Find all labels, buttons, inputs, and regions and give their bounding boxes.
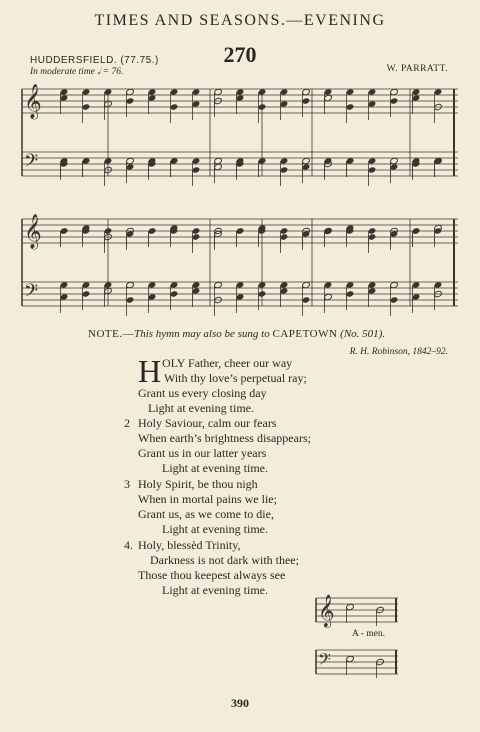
clef-symbol: 𝄢 bbox=[24, 151, 39, 176]
note-head bbox=[346, 88, 355, 95]
note-head bbox=[236, 88, 245, 95]
note-head bbox=[368, 88, 377, 95]
page-number: 390 bbox=[231, 696, 249, 710]
note-head bbox=[60, 88, 69, 95]
tempo-marking: In moderate time 𝅗𝅥 = 76. bbox=[30, 67, 124, 77]
verse-number: 3 bbox=[124, 477, 130, 491]
note-head bbox=[434, 281, 443, 288]
verse-1 bbox=[138, 353, 307, 416]
note-head bbox=[302, 281, 311, 288]
note-head bbox=[214, 157, 223, 164]
note-head bbox=[280, 281, 289, 288]
verse-line: Grant us, as we come to die, bbox=[138, 507, 274, 521]
note-head bbox=[302, 88, 311, 95]
note-head bbox=[126, 157, 135, 164]
note-head bbox=[368, 100, 377, 107]
verse-line: Grant us every closing day bbox=[138, 386, 267, 400]
note-head bbox=[346, 655, 355, 662]
note-head bbox=[280, 157, 289, 164]
note-head bbox=[170, 88, 179, 95]
note-head bbox=[126, 163, 135, 170]
verse-line: Darkness is not dark with thee; bbox=[150, 553, 299, 567]
note-head bbox=[280, 88, 289, 95]
note-head bbox=[280, 287, 289, 294]
verse-line: OLY Father, cheer our way bbox=[162, 356, 293, 370]
verse-line: Those thou keepest always see bbox=[138, 568, 286, 582]
note-head bbox=[192, 157, 201, 164]
note-head bbox=[236, 227, 245, 234]
note-head bbox=[82, 103, 91, 110]
note-head bbox=[60, 227, 69, 234]
note-head bbox=[236, 94, 245, 101]
note-head bbox=[346, 157, 355, 164]
note-head bbox=[236, 293, 245, 300]
note-head bbox=[192, 100, 201, 107]
note-head bbox=[412, 94, 421, 101]
note-head bbox=[170, 290, 179, 297]
note-head bbox=[148, 227, 157, 234]
note-head bbox=[214, 88, 223, 95]
note-head bbox=[368, 157, 377, 164]
note-head bbox=[368, 287, 377, 294]
note-head bbox=[214, 281, 223, 288]
note-head bbox=[302, 163, 311, 170]
note-head bbox=[346, 281, 355, 288]
note-head bbox=[280, 100, 289, 107]
note-head bbox=[368, 166, 377, 173]
note-head bbox=[192, 281, 201, 288]
verse-line: Light at evening time. bbox=[162, 583, 268, 597]
hymn-number: 270 bbox=[223, 42, 257, 67]
note-head bbox=[60, 94, 69, 101]
note-head bbox=[126, 296, 135, 303]
composer-name: W. PARRATT. bbox=[386, 64, 448, 74]
verse-2 bbox=[124, 416, 311, 476]
verse-line: When in mortal pains we lie; bbox=[138, 492, 277, 506]
note-head bbox=[390, 157, 399, 164]
note-head bbox=[280, 166, 289, 173]
note-head bbox=[126, 97, 135, 104]
note-head bbox=[324, 88, 333, 95]
note-head bbox=[170, 157, 179, 164]
hymn-author: R. H. Robinson, 1842–92. bbox=[349, 347, 448, 357]
verse-line: Light at evening time. bbox=[162, 522, 268, 536]
note-head bbox=[192, 166, 201, 173]
note-head bbox=[324, 281, 333, 288]
verse-line: With thy love’s perpetual ray; bbox=[164, 371, 307, 385]
verse-line: Holy, blessèd Trinity, bbox=[138, 538, 241, 552]
note-head bbox=[192, 227, 201, 234]
note-head bbox=[214, 163, 223, 170]
note-head bbox=[236, 281, 245, 288]
note-head bbox=[192, 88, 201, 95]
note-head bbox=[412, 88, 421, 95]
note-head bbox=[60, 281, 69, 288]
note-head bbox=[170, 103, 179, 110]
verse-line: Holy Saviour, calm our fears bbox=[138, 416, 277, 430]
note-head bbox=[302, 97, 311, 104]
note-head bbox=[390, 88, 399, 95]
clef-symbol: 𝄞 bbox=[24, 84, 42, 119]
note-head bbox=[324, 94, 333, 101]
note-head bbox=[390, 97, 399, 104]
verse-4 bbox=[124, 538, 299, 598]
note-head bbox=[82, 290, 91, 297]
verse-line: Light at evening time. bbox=[148, 401, 254, 415]
note-head bbox=[148, 88, 157, 95]
note-head bbox=[346, 603, 355, 610]
note-head bbox=[126, 281, 135, 288]
note-head bbox=[412, 227, 421, 234]
verse-line: Light at evening time. bbox=[162, 461, 268, 475]
verse-line: Grant us in our latter years bbox=[138, 446, 267, 460]
note-head bbox=[280, 233, 289, 240]
note-head bbox=[170, 281, 179, 288]
note-head bbox=[82, 88, 91, 95]
note-head bbox=[368, 233, 377, 240]
verse-line: When earth’s brightness disappears; bbox=[138, 431, 311, 445]
note-head bbox=[192, 233, 201, 240]
note-head bbox=[192, 287, 201, 294]
note-head bbox=[412, 293, 421, 300]
note-head bbox=[280, 227, 289, 234]
clef-symbol: 𝄞 bbox=[24, 214, 42, 249]
alternate-tune-note: NOTE.—This hymn may also be sung to CAPETOWN (No. 501). bbox=[88, 328, 386, 340]
note-head bbox=[434, 88, 443, 95]
note-head bbox=[82, 157, 91, 164]
note-head bbox=[60, 293, 69, 300]
note-head bbox=[148, 94, 157, 101]
verse-number: 4. bbox=[124, 538, 133, 552]
note-head bbox=[368, 227, 377, 234]
note-head bbox=[368, 281, 377, 288]
note-head bbox=[148, 293, 157, 300]
drop-cap: H bbox=[138, 353, 162, 389]
note-head bbox=[390, 281, 399, 288]
tune-name: HUDDERSFIELD. (77.75.) bbox=[30, 55, 159, 66]
verse-3 bbox=[124, 477, 277, 537]
note-head bbox=[390, 296, 399, 303]
note-head bbox=[412, 281, 421, 288]
note-head bbox=[390, 163, 399, 170]
note-head bbox=[82, 281, 91, 288]
note-head bbox=[346, 103, 355, 110]
amen-text: A - men. bbox=[352, 629, 385, 639]
clef-symbol: 𝄞 bbox=[318, 594, 335, 627]
verse-number: 2 bbox=[124, 416, 130, 430]
verse-line: Holy Spirit, be thou nigh bbox=[138, 477, 258, 491]
note-head bbox=[324, 293, 333, 300]
note-head bbox=[302, 157, 311, 164]
clef-symbol: 𝄢 bbox=[318, 649, 331, 673]
note-head bbox=[302, 296, 311, 303]
note-head bbox=[148, 281, 157, 288]
page-header: TIMES AND SEASONS.—EVENING bbox=[94, 12, 386, 29]
clef-symbol: 𝄢 bbox=[24, 281, 39, 306]
note-head bbox=[346, 290, 355, 297]
note-head bbox=[126, 88, 135, 95]
